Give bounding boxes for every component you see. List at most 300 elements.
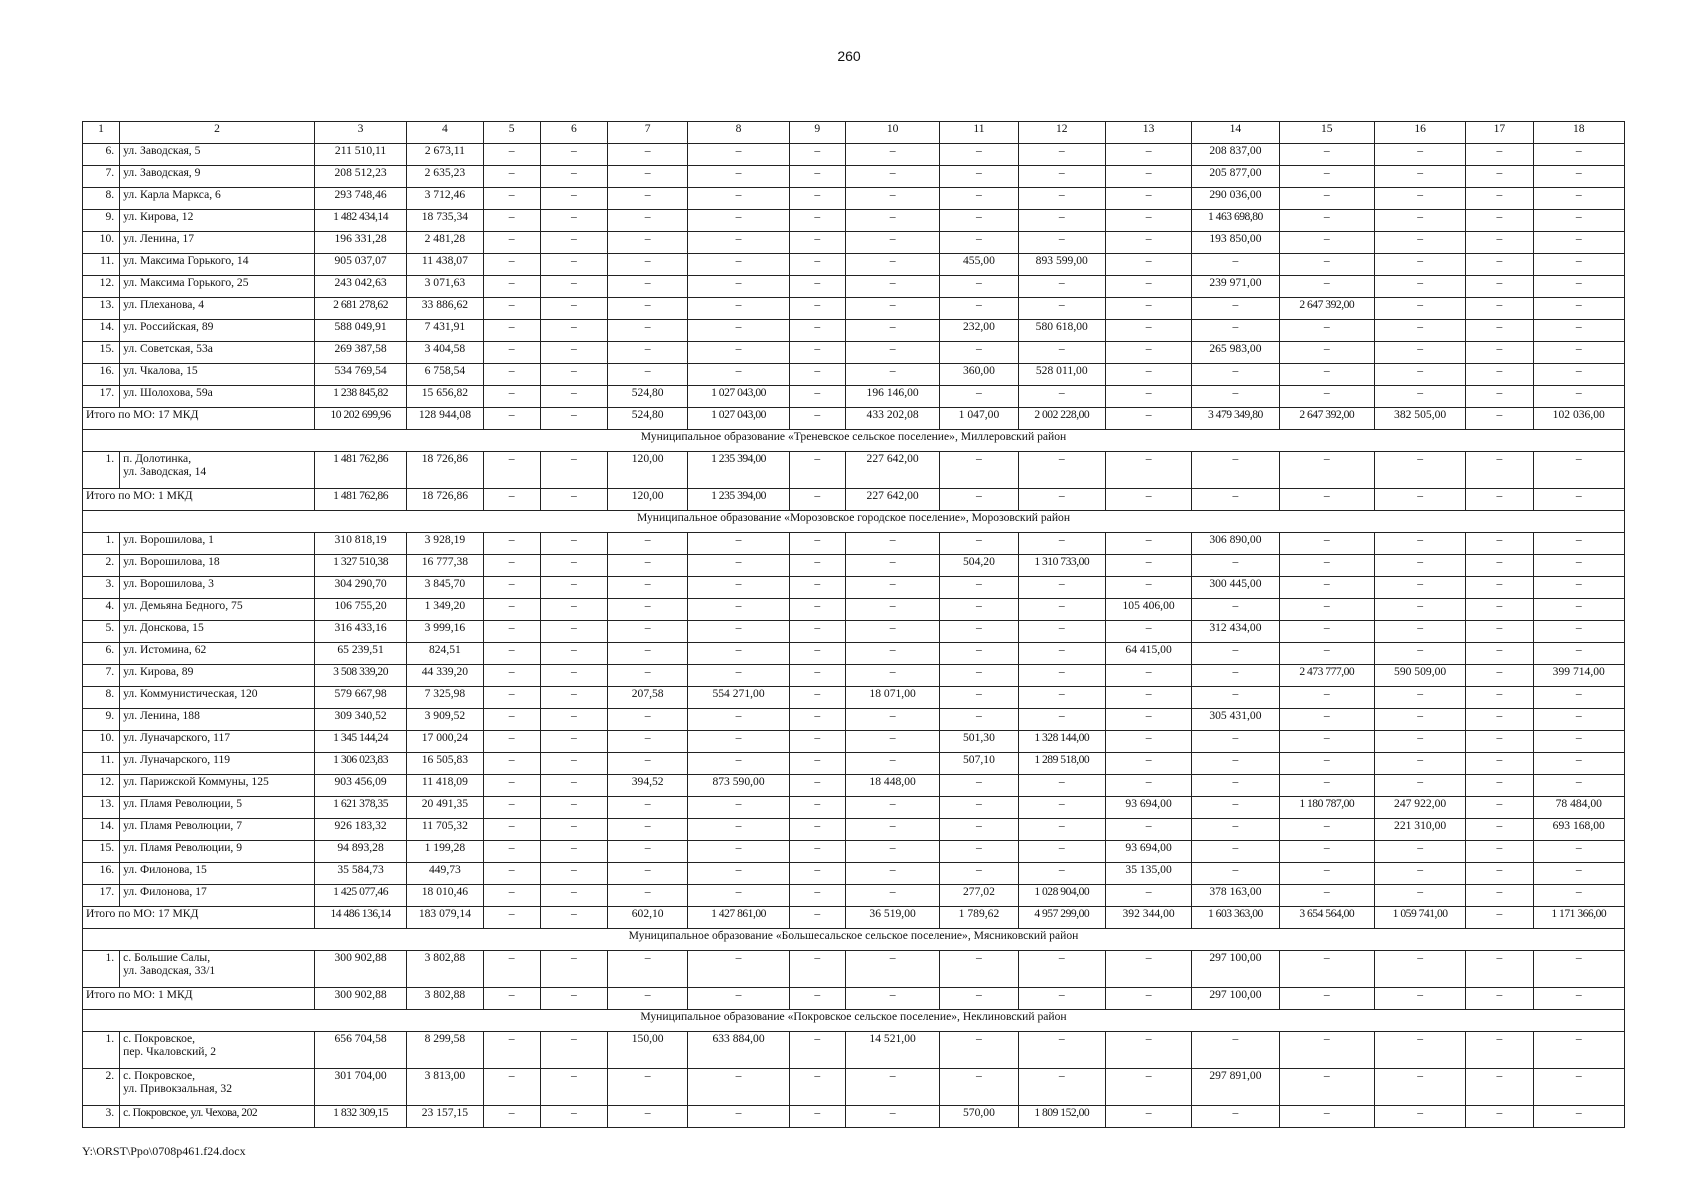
value-cell: –: [845, 555, 939, 577]
value-cell: 3 813,00: [407, 1069, 483, 1106]
value-cell: –: [1466, 533, 1533, 555]
value-cell: –: [845, 951, 939, 988]
value-cell: –: [1105, 775, 1191, 797]
value-cell: –: [540, 254, 607, 276]
value-cell: –: [688, 1106, 789, 1128]
value-cell: –: [1533, 188, 1624, 210]
address-cell: [120, 232, 315, 254]
data-table: [82, 121, 1625, 1128]
value-cell: 105 406,00: [1105, 599, 1191, 621]
value-cell: 399 714,00: [1533, 665, 1624, 687]
total-value: –: [483, 408, 540, 430]
value-cell: 1 235 394,00: [688, 452, 789, 489]
column-header: 7: [608, 122, 688, 144]
value-cell: –: [1018, 841, 1105, 863]
value-cell: –: [1466, 144, 1533, 166]
value-cell: –: [540, 665, 607, 687]
column-header: 16: [1374, 122, 1465, 144]
address-line: ул. Заводская, 14: [123, 465, 207, 478]
value-cell: –: [940, 621, 1018, 643]
value-cell: –: [1533, 885, 1624, 907]
value-cell: –: [1192, 863, 1279, 885]
total-value: 3 654 564,00: [1279, 907, 1374, 929]
value-cell: –: [789, 819, 845, 841]
value-cell: –: [1374, 144, 1465, 166]
value-cell: –: [483, 819, 540, 841]
value-cell: 3 999,16: [407, 621, 483, 643]
value-cell: 449,73: [407, 863, 483, 885]
value-cell: –: [483, 731, 540, 753]
column-header: 17: [1466, 122, 1533, 144]
value-cell: –: [845, 665, 939, 687]
value-cell: –: [1105, 232, 1191, 254]
row-number: 16.: [83, 863, 120, 885]
value-cell: 33 886,62: [407, 298, 483, 320]
value-cell: –: [1533, 232, 1624, 254]
value-cell: –: [540, 144, 607, 166]
table-row: [83, 254, 1625, 276]
value-cell: 2 681 278,62: [314, 298, 406, 320]
address-line: ул. Кирова, 12: [123, 210, 194, 223]
value-cell: –: [483, 577, 540, 599]
table-row: [83, 731, 1625, 753]
value-cell: –: [1533, 298, 1624, 320]
value-cell: –: [1279, 210, 1374, 232]
value-cell: –: [1105, 386, 1191, 408]
address-line: ул. Истомина, 62: [123, 643, 207, 656]
value-cell: 1 238 845,82: [314, 386, 406, 408]
value-cell: –: [688, 188, 789, 210]
value-cell: –: [845, 863, 939, 885]
footer-file-path: Y:\ORST\Ppo\0708p461.f24.docx: [82, 1144, 246, 1158]
value-cell: 193 850,00: [1192, 232, 1279, 254]
value-cell: –: [789, 797, 845, 819]
value-cell: –: [940, 386, 1018, 408]
value-cell: –: [1374, 775, 1465, 797]
value-cell: 221 310,00: [1374, 819, 1465, 841]
value-cell: –: [940, 210, 1018, 232]
value-cell: 693 168,00: [1533, 819, 1624, 841]
value-cell: –: [1533, 951, 1624, 988]
address-line: ул. Пламя Революции, 9: [123, 841, 243, 854]
value-cell: –: [845, 709, 939, 731]
value-cell: 1 482 434,14: [314, 210, 406, 232]
value-cell: –: [1466, 709, 1533, 731]
value-cell: 11 418,09: [407, 775, 483, 797]
value-cell: –: [789, 1032, 845, 1069]
value-cell: –: [845, 298, 939, 320]
table-row: [83, 775, 1625, 797]
total-value: 10 202 699,96: [314, 408, 406, 430]
value-cell: –: [540, 276, 607, 298]
value-cell: –: [483, 599, 540, 621]
value-cell: –: [789, 166, 845, 188]
value-cell: –: [1374, 298, 1465, 320]
row-number: 4.: [83, 599, 120, 621]
value-cell: –: [789, 386, 845, 408]
value-cell: 316 433,16: [314, 621, 406, 643]
value-cell: –: [789, 863, 845, 885]
value-cell: –: [1533, 841, 1624, 863]
value-cell: –: [940, 841, 1018, 863]
value-cell: –: [940, 819, 1018, 841]
value-cell: –: [688, 797, 789, 819]
value-cell: 196 331,28: [314, 232, 406, 254]
value-cell: 3 404,58: [407, 342, 483, 364]
value-cell: –: [789, 885, 845, 907]
value-cell: 18 071,00: [845, 687, 939, 709]
value-cell: –: [608, 577, 688, 599]
value-cell: –: [1466, 188, 1533, 210]
value-cell: –: [1279, 885, 1374, 907]
value-cell: –: [1105, 1069, 1191, 1106]
address-line: ул. Донскова, 15: [123, 621, 204, 634]
value-cell: –: [845, 797, 939, 819]
table-row: [83, 533, 1625, 555]
value-cell: –: [1466, 643, 1533, 665]
value-cell: 588 049,91: [314, 320, 406, 342]
value-cell: –: [1018, 533, 1105, 555]
value-cell: –: [1192, 599, 1279, 621]
value-cell: –: [1374, 643, 1465, 665]
value-cell: –: [845, 276, 939, 298]
column-header: 10: [845, 122, 939, 144]
value-cell: –: [940, 863, 1018, 885]
table-row: [83, 577, 1625, 599]
value-cell: –: [483, 298, 540, 320]
value-cell: –: [1374, 386, 1465, 408]
value-cell: 23 157,15: [407, 1106, 483, 1128]
value-cell: –: [1533, 276, 1624, 298]
value-cell: –: [1018, 276, 1105, 298]
value-cell: –: [1105, 577, 1191, 599]
value-cell: –: [1533, 210, 1624, 232]
row-number: 1.: [83, 533, 120, 555]
row-number: 8.: [83, 687, 120, 709]
value-cell: –: [1533, 621, 1624, 643]
value-cell: –: [688, 709, 789, 731]
row-number: 7.: [83, 166, 120, 188]
value-cell: –: [540, 775, 607, 797]
total-value: 18 726,86: [407, 489, 483, 511]
value-cell: –: [608, 1106, 688, 1128]
value-cell: –: [1192, 386, 1279, 408]
column-header: 9: [789, 122, 845, 144]
value-cell: –: [1105, 254, 1191, 276]
table-row: [83, 753, 1625, 775]
value-cell: –: [540, 555, 607, 577]
value-cell: –: [688, 1069, 789, 1106]
value-cell: 211 510,11: [314, 144, 406, 166]
row-number: 13.: [83, 797, 120, 819]
value-cell: –: [1374, 577, 1465, 599]
value-cell: 309 340,52: [314, 709, 406, 731]
value-cell: –: [1192, 775, 1279, 797]
value-cell: 243 042,63: [314, 276, 406, 298]
value-cell: –: [845, 533, 939, 555]
address-cell: [120, 841, 315, 863]
value-cell: 1 028 904,00: [1018, 885, 1105, 907]
table-row: [83, 364, 1625, 386]
value-cell: –: [1018, 577, 1105, 599]
total-value: 1 481 762,86: [314, 489, 406, 511]
value-cell: –: [608, 1069, 688, 1106]
address-cell: [120, 731, 315, 753]
value-cell: –: [483, 342, 540, 364]
value-cell: –: [483, 643, 540, 665]
value-cell: –: [483, 775, 540, 797]
value-cell: –: [789, 555, 845, 577]
value-cell: –: [1374, 599, 1465, 621]
address-line: ул. Заводская, 9: [123, 166, 201, 179]
value-cell: –: [789, 254, 845, 276]
value-cell: –: [1466, 819, 1533, 841]
value-cell: 1 310 733,00: [1018, 555, 1105, 577]
value-cell: –: [1374, 232, 1465, 254]
value-cell: –: [1466, 386, 1533, 408]
value-cell: –: [1279, 188, 1374, 210]
value-cell: –: [1279, 775, 1374, 797]
value-cell: –: [483, 863, 540, 885]
total-value: –: [1018, 489, 1105, 511]
value-cell: –: [1466, 298, 1533, 320]
value-cell: 893 599,00: [1018, 254, 1105, 276]
table-row: [83, 687, 1625, 709]
total-value: –: [540, 408, 607, 430]
value-cell: –: [1105, 731, 1191, 753]
column-header: 8: [688, 122, 789, 144]
value-cell: –: [789, 276, 845, 298]
value-cell: –: [1105, 144, 1191, 166]
value-cell: –: [1533, 1032, 1624, 1069]
address-cell: [120, 166, 315, 188]
value-cell: –: [1466, 797, 1533, 819]
row-number: 11.: [83, 254, 120, 276]
address-cell: [120, 298, 315, 320]
value-cell: –: [1466, 166, 1533, 188]
section-header-row: [83, 1010, 1625, 1032]
value-cell: –: [1105, 1106, 1191, 1128]
value-cell: 504,20: [940, 555, 1018, 577]
value-cell: 297 891,00: [1192, 1069, 1279, 1106]
total-value: –: [483, 489, 540, 511]
total-value: –: [1105, 489, 1191, 511]
value-cell: –: [1466, 621, 1533, 643]
value-cell: 310 818,19: [314, 533, 406, 555]
value-cell: 293 748,46: [314, 188, 406, 210]
value-cell: –: [940, 643, 1018, 665]
value-cell: –: [1105, 885, 1191, 907]
value-cell: –: [1374, 687, 1465, 709]
value-cell: –: [1374, 533, 1465, 555]
value-cell: –: [1466, 342, 1533, 364]
total-row: [83, 988, 1625, 1010]
value-cell: –: [940, 232, 1018, 254]
value-cell: 501,30: [940, 731, 1018, 753]
value-cell: –: [540, 452, 607, 489]
value-cell: –: [1105, 210, 1191, 232]
address-line: с. Покровское,: [123, 1032, 196, 1045]
value-cell: –: [540, 577, 607, 599]
value-cell: –: [940, 665, 1018, 687]
value-cell: 44 339,20: [407, 665, 483, 687]
value-cell: –: [845, 819, 939, 841]
table-row: [83, 298, 1625, 320]
table-row: [83, 188, 1625, 210]
value-cell: –: [483, 1032, 540, 1069]
value-cell: –: [1466, 687, 1533, 709]
total-value: 1 047,00: [940, 408, 1018, 430]
value-cell: –: [845, 577, 939, 599]
total-value: –: [1018, 988, 1105, 1010]
value-cell: 579 667,98: [314, 687, 406, 709]
value-cell: –: [845, 364, 939, 386]
value-cell: –: [1374, 885, 1465, 907]
value-cell: –: [688, 951, 789, 988]
value-cell: 247 922,00: [1374, 797, 1465, 819]
value-cell: –: [1466, 1032, 1533, 1069]
total-value: –: [688, 988, 789, 1010]
value-cell: –: [1374, 841, 1465, 863]
address-cell: [120, 797, 315, 819]
address-cell: [120, 342, 315, 364]
value-cell: –: [608, 298, 688, 320]
value-cell: –: [1105, 188, 1191, 210]
total-value: 602,10: [608, 907, 688, 929]
value-cell: –: [1018, 709, 1105, 731]
value-cell: –: [1279, 687, 1374, 709]
value-cell: –: [608, 599, 688, 621]
value-cell: –: [1018, 775, 1105, 797]
value-cell: 360,00: [940, 364, 1018, 386]
value-cell: –: [483, 797, 540, 819]
value-cell: –: [1105, 1032, 1191, 1069]
column-header: 11: [940, 122, 1018, 144]
column-header: 3: [314, 122, 406, 144]
value-cell: –: [540, 1069, 607, 1106]
value-cell: –: [1105, 342, 1191, 364]
value-cell: –: [608, 665, 688, 687]
address-line: с. Покровское, ул. Чехова, 202: [123, 1106, 258, 1119]
value-cell: –: [1279, 819, 1374, 841]
column-header: 6: [540, 122, 607, 144]
column-header: 15: [1279, 122, 1374, 144]
value-cell: 93 694,00: [1105, 841, 1191, 863]
address-line: ул. Российская, 89: [123, 320, 214, 333]
value-cell: 7 325,98: [407, 687, 483, 709]
value-cell: –: [789, 232, 845, 254]
value-cell: –: [483, 276, 540, 298]
total-value: –: [608, 988, 688, 1010]
value-cell: –: [608, 951, 688, 988]
value-cell: –: [608, 753, 688, 775]
value-cell: –: [1192, 298, 1279, 320]
value-cell: –: [688, 731, 789, 753]
value-cell: –: [483, 144, 540, 166]
value-cell: 208 837,00: [1192, 144, 1279, 166]
value-cell: 1 289 518,00: [1018, 753, 1105, 775]
value-cell: –: [789, 577, 845, 599]
value-cell: –: [540, 188, 607, 210]
address-cell: [120, 951, 315, 988]
table-row: [83, 386, 1625, 408]
row-number: 6.: [83, 643, 120, 665]
section-header-row: [83, 430, 1625, 452]
value-cell: –: [1533, 709, 1624, 731]
value-cell: –: [688, 254, 789, 276]
value-cell: –: [1105, 166, 1191, 188]
value-cell: 208 512,23: [314, 166, 406, 188]
value-cell: –: [688, 841, 789, 863]
total-value: 433 202,08: [845, 408, 939, 430]
value-cell: –: [688, 232, 789, 254]
address-line: ул. Заводская, 33/1: [123, 964, 216, 977]
total-value: 1 789,62: [940, 907, 1018, 929]
value-cell: –: [940, 599, 1018, 621]
value-cell: –: [1466, 577, 1533, 599]
total-value: –: [1374, 988, 1465, 1010]
value-cell: 196 146,00: [845, 386, 939, 408]
value-cell: –: [1279, 599, 1374, 621]
value-cell: –: [845, 1069, 939, 1106]
column-header: 13: [1105, 122, 1191, 144]
value-cell: 16 505,83: [407, 753, 483, 775]
value-cell: 2 673,11: [407, 144, 483, 166]
address-cell: [120, 210, 315, 232]
table-row: [83, 709, 1625, 731]
address-line: ул. Луначарского, 117: [123, 731, 231, 744]
value-cell: –: [1533, 555, 1624, 577]
value-cell: –: [483, 885, 540, 907]
value-cell: 903 456,09: [314, 775, 406, 797]
value-cell: –: [608, 841, 688, 863]
value-cell: –: [1192, 841, 1279, 863]
value-cell: –: [1279, 841, 1374, 863]
row-number: 1.: [83, 1032, 120, 1069]
value-cell: 3 712,46: [407, 188, 483, 210]
value-cell: 64 415,00: [1105, 643, 1191, 665]
value-cell: –: [483, 386, 540, 408]
value-cell: –: [540, 599, 607, 621]
value-cell: –: [845, 731, 939, 753]
total-value: 300 902,88: [314, 988, 406, 1010]
value-cell: –: [688, 364, 789, 386]
value-cell: –: [1018, 599, 1105, 621]
value-cell: –: [688, 276, 789, 298]
table-row: [83, 599, 1625, 621]
value-cell: –: [1466, 599, 1533, 621]
value-cell: 65 239,51: [314, 643, 406, 665]
total-value: –: [483, 907, 540, 929]
value-cell: –: [1374, 753, 1465, 775]
value-cell: –: [789, 643, 845, 665]
value-cell: 300 902,88: [314, 951, 406, 988]
value-cell: –: [483, 709, 540, 731]
value-cell: –: [1466, 254, 1533, 276]
value-cell: 207,58: [608, 687, 688, 709]
value-cell: –: [789, 533, 845, 555]
value-cell: –: [1105, 298, 1191, 320]
value-cell: –: [540, 643, 607, 665]
address-cell: [120, 643, 315, 665]
value-cell: –: [1105, 951, 1191, 988]
table-row: [83, 1106, 1625, 1128]
value-cell: –: [540, 533, 607, 555]
value-cell: –: [688, 885, 789, 907]
total-value: 1 171 366,00: [1533, 907, 1624, 929]
value-cell: 1 481 762,86: [314, 452, 406, 489]
table-row: [83, 276, 1625, 298]
